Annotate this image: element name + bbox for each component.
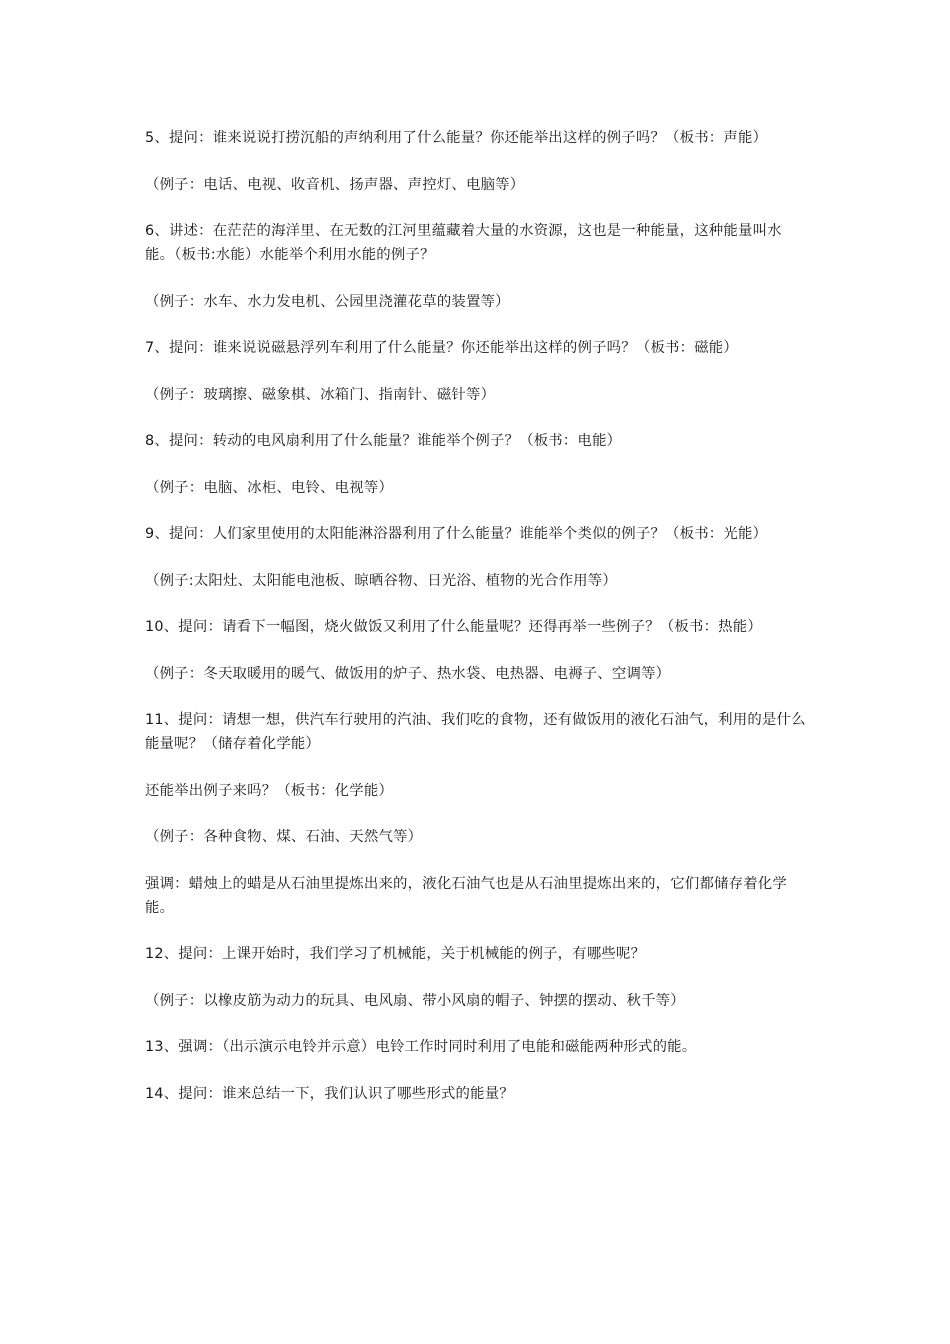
paragraph-item-13-emphasis: 13、强调：（出示演示电铃并示意）电铃工作时同时利用了电能和磁能两种形式的能。 [145, 1039, 697, 1055]
paragraph-item-7-question: 7、提问：谁来说说磁悬浮列车利用了什么能量？你还能举出这样的例子吗？（板书：磁能） [145, 340, 738, 356]
paragraph-example-heat: （例子：冬天取暖用的暖气、做饭用的炉子、热水袋、电热器、电褥子、空调等） [145, 665, 671, 682]
document-body [145, 126, 810, 1128]
paragraph-item-11-followup: 还能举出例子来吗？（板书：化学能） [145, 782, 394, 799]
paragraph-item-12-question: 12、提问：上课开始时，我们学习了机械能，关于机械能的例子，有哪些呢？ [145, 946, 646, 962]
paragraph-item-8-question: 8、提问：转动的电风扇利用了什么能量？谁能举个例子？（板书：电能） [145, 433, 622, 449]
paragraph-example-magnetic: （例子：玻璃擦、磁象棋、冰箱门、指南针、磁针等） [145, 386, 496, 403]
paragraph-example-electric: （例子：电脑、冰柜、电铃、电视等） [145, 479, 394, 496]
paragraph-item-5-question: 5、提问：谁来说说打捞沉船的声纳利用了什么能量？你还能举出这样的例子吗？（板书：声能） [145, 130, 768, 146]
paragraph-example-sound: （例子：电话、电视、收音机、扬声器、声控灯、电脑等） [145, 176, 525, 193]
paragraph-item-14-question: 14、提问：谁来总结一下，我们认识了哪些形式的能量？ [145, 1085, 514, 1102]
paragraph-example-water: （例子：水车、水力发电机、公园里浇灌花草的装置等） [145, 293, 510, 310]
paragraph-item-11-question: 11、提问：请想一想，供汽车行驶用的汽油、我们吃的食物，还有做饭用的液化石油气，利用的是什么能量呢？（储存着化学能） [145, 712, 806, 752]
paragraph-item-9-question: 9、提问：人们家里使用的太阳能淋浴器利用了什么能量？谁能举个类似的例子？（板书：光能） [145, 526, 768, 542]
paragraph-example-chemical: （例子：各种食物、煤、石油、天然气等） [145, 829, 423, 845]
paragraph-example-light: （例子:太阳灶、太阳能电池板、晾晒谷物、日光浴、植物的光合作用等） [145, 572, 617, 589]
paragraph-example-mechanical: （例子：以橡皮筋为动力的玩具、电风扇、带小风扇的帽子、钟摆的摆动、秋千等） [145, 992, 685, 1009]
paragraph-item-10-question: 10、提问：请看下一幅图，烧火做饭又利用了什么能量呢？还得再举一些例子？（板书：热能） [145, 619, 762, 635]
paragraph-emphasis-chemical: 强调：蜡烛上的蜡是从石油里提炼出来的，液化石油气也是从石油里提炼出来的，它们都储存着化学能。 [145, 875, 787, 916]
paragraph-item-6-narration: 6、讲述：在茫茫的海洋里、在无数的江河里蕴藏着大量的水资源，这也是一种能量，这种能量叫水能。（板书:水能）水能举个利用水能的例子？ [145, 223, 782, 263]
